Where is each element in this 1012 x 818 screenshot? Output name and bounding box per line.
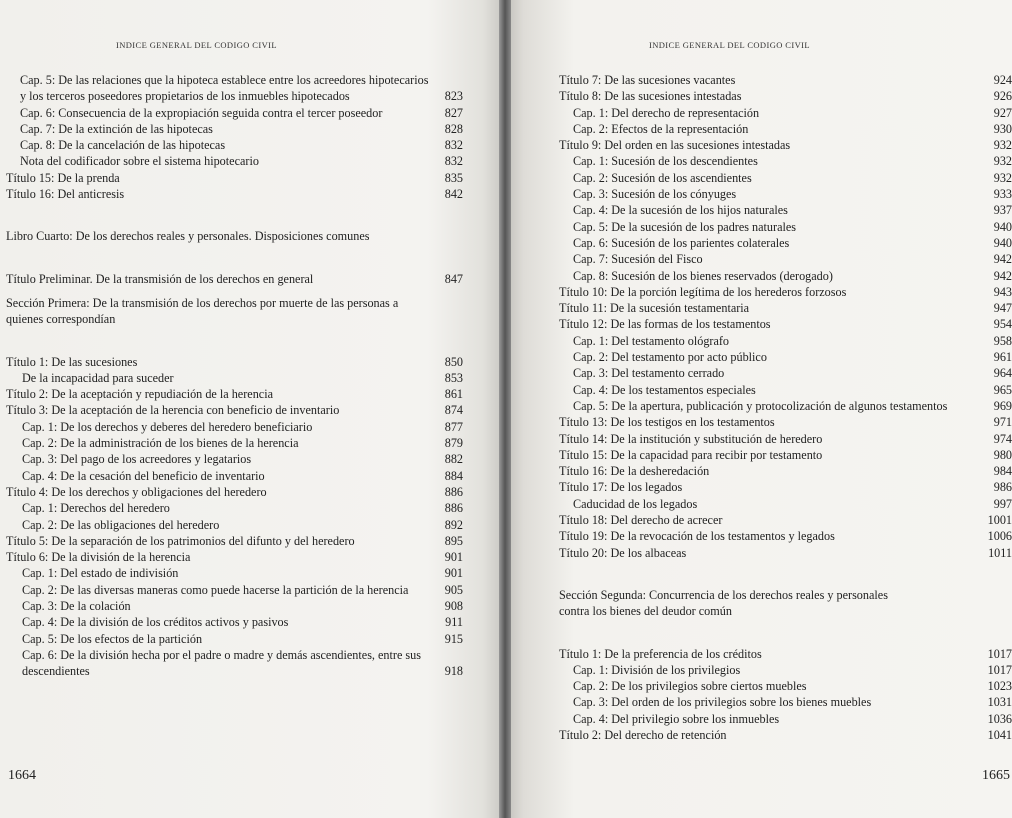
toc-entry (559, 105, 1012, 121)
toc-entry-title: Cap. 2: De la administración de los bienes de la herencia (22, 436, 299, 451)
toc-entry-page: 1006 (987, 529, 1012, 544)
toc-entry-title: De la incapacidad para suceder (22, 370, 174, 385)
toc-entry-page: 961 (993, 350, 1012, 365)
toc-entry-title: Título 2: De la aceptación y repudiación de la herencia (6, 387, 273, 402)
page-number: 1664 (8, 768, 36, 783)
toc-entry (559, 316, 1012, 332)
toc-entry (559, 300, 1012, 316)
toc-entry-title: Cap. 1: Del testamento ológrafo (573, 333, 730, 348)
toc-entry (6, 419, 463, 435)
toc-entry-title: Nota del codificador sobre el sistema hipotecario (20, 154, 259, 169)
toc-entry-title: Cap. 7: Sucesión del Fisco (573, 252, 703, 267)
toc-entry-title: Título 12: De las formas de los testamentos (559, 317, 771, 332)
toc-entry-title: Cap. 7: De la extinción de las hipotecas (20, 121, 213, 136)
toc-entry-page: 926 (993, 89, 1012, 104)
toc-entry-page: 969 (993, 398, 1012, 413)
toc-entry (6, 468, 463, 484)
toc-entry-page: 835 (444, 170, 463, 185)
toc-entry (6, 647, 463, 680)
toc-entry-page: 1017 (987, 646, 1012, 661)
toc-entry-page: 932 (993, 170, 1012, 185)
toc-entry (559, 72, 1012, 88)
toc-block (6, 354, 463, 680)
toc-entry-title: Cap. 1: De los derechos y deberes del heredero beneficiario (22, 419, 313, 434)
toc-entry (6, 105, 463, 121)
toc-entry (559, 646, 1012, 662)
toc-entry (6, 137, 463, 153)
toc-entry-page: 924 (993, 73, 1012, 87)
toc-entry-title: Cap. 6: Consecuencia de la expropiación seguida contra el tercer poseedor (20, 105, 383, 120)
toc-entry (559, 268, 1012, 284)
toc-entry (559, 349, 1012, 365)
toc-entry-page: 980 (993, 447, 1012, 462)
toc-entry (6, 402, 463, 418)
toc-block (559, 646, 1012, 744)
toc-entry (559, 333, 1012, 349)
toc-entry (6, 565, 463, 581)
toc-entry-page: 965 (993, 382, 1012, 397)
toc-entry-page: 1011 (988, 545, 1012, 560)
left-page (0, 0, 503, 818)
toc-entry-title: Título 5: De la separación de los patrimonios del difunto y del heredero (6, 533, 355, 548)
toc-entry-title: Cap. 4: De la división de los créditos activos y pasivos (22, 615, 289, 630)
toc-entry (559, 202, 1012, 218)
toc-entry-page: 850 (444, 354, 463, 369)
seccion-heading: Sección Primera: De la transmisión de los derechos por muerte de las personas a quienes correspondían (6, 295, 399, 327)
toc-entry (6, 72, 463, 105)
toc-entry-title: Cap. 5: De los efectos de la partición (22, 631, 203, 646)
toc-block (559, 72, 1012, 561)
toc-entry (559, 382, 1012, 398)
toc-entry-page: 874 (444, 403, 463, 418)
seccion-heading: Sección Segunda: Concurrencia de los derechos reales y personales contra los bienes del deudor común (559, 587, 888, 619)
toc-entry (559, 431, 1012, 447)
toc-entry (559, 496, 1012, 512)
toc-entry-page: 832 (444, 154, 463, 169)
toc-entry (559, 528, 1012, 544)
toc-entry-title: Cap. 3: Del testamento cerrado (573, 366, 725, 381)
toc-entry-page: 1001 (987, 513, 1012, 528)
toc-entry (6, 386, 463, 402)
toc-entry-title: Cap. 4: De los testamentos especiales (573, 382, 756, 397)
toc-entry-title: Cap. 2: Sucesión de los ascendientes (573, 170, 752, 185)
toc-entry (559, 694, 1012, 710)
toc-entry (559, 235, 1012, 251)
toc-entry-title: Título 8: De las sucesiones intestadas (559, 89, 742, 104)
toc-entry (559, 219, 1012, 235)
toc-entry-page: 828 (444, 121, 463, 136)
toc-entry (6, 484, 463, 500)
toc-entry-page: 937 (993, 203, 1012, 218)
toc-entry-page: 943 (993, 284, 1012, 299)
toc-entry-page: 1031 (987, 695, 1012, 710)
toc-entry-title: Cap. 1: Sucesión de los descendientes (573, 154, 758, 169)
toc-entry (559, 727, 1012, 743)
toc-entry (6, 354, 463, 370)
toc-entry-page: 901 (444, 566, 463, 581)
toc-entry-title: Cap. 5: De las relaciones que la hipoteca establece entre los acreedores hipotecarios y los terceros poseedores propietarios de los inmuebles hipotecados (20, 73, 429, 104)
toc-entry (6, 170, 463, 186)
toc-entry (6, 598, 463, 614)
toc-entry-title: Título 2: Del derecho de retención (559, 727, 727, 742)
toc-entry (6, 451, 463, 467)
toc-entry-page: 964 (993, 366, 1012, 381)
toc-entry-page: 877 (444, 419, 463, 434)
toc-entry-title: Título 10: De la porción legítima de los herederos forzosos (559, 284, 847, 299)
toc-entry-page: 940 (993, 235, 1012, 250)
toc-entry-page: 886 (444, 501, 463, 516)
toc-entry-title: Título 17: De los legados (559, 480, 683, 495)
toc-entry-title: Cap. 2: De los privilegios sobre ciertos muebles (573, 679, 807, 694)
libro-heading: Libro Cuarto: De los derechos reales y personales. Disposiciones comunes (6, 229, 370, 244)
running-head: INDICE GENERAL DEL CODIGO CIVIL (116, 40, 277, 50)
toc-entry-page: 901 (444, 550, 463, 565)
toc-entry-title: Título 20: De los albaceas (559, 545, 687, 560)
toc-entry-page: 827 (444, 105, 463, 120)
toc-entry-title: Cap. 8: Sucesión de los bienes reservados (derogado) (573, 268, 833, 283)
toc-entry-page: 1017 (987, 662, 1012, 677)
toc-entry-title: Cap. 2: De las obligaciones del heredero (22, 517, 220, 532)
toc-entry-title: Título 4: De los derechos y obligaciones del heredero (6, 484, 267, 499)
toc-entry-page: 971 (993, 415, 1012, 430)
toc-entry-page: 886 (444, 484, 463, 499)
toc-entry-title: Cap. 1: Del estado de indivisión (22, 566, 179, 581)
toc-entry-page: 940 (993, 219, 1012, 234)
toc-entry-page: 1036 (987, 711, 1012, 726)
toc-entry (6, 435, 463, 451)
toc-entry-title: Cap. 4: De la cesación del beneficio de inventario (22, 468, 265, 483)
right-page (503, 0, 1012, 818)
toc-entry-page: 915 (444, 631, 463, 646)
toc-entry-page: 879 (444, 436, 463, 451)
toc-entry-page: 905 (444, 582, 463, 597)
toc-entry-page: 927 (993, 105, 1012, 120)
toc-entry-page: 882 (444, 452, 463, 467)
toc-entry-page: 930 (993, 121, 1012, 136)
toc-entry-title: Cap. 4: Del privilegio sobre los inmuebles (573, 711, 780, 726)
toc-entry-title: Cap. 8: De la cancelación de las hipotecas (20, 138, 226, 153)
toc-entry (6, 153, 463, 169)
toc-entry-page: 895 (444, 533, 463, 548)
toc-entry (559, 153, 1012, 169)
toc-entry-title: Título 7: De las sucesiones vacantes (559, 73, 736, 87)
running-head: INDICE GENERAL DEL CODIGO CIVIL (649, 40, 810, 50)
toc-entry (559, 479, 1012, 495)
toc-entry-title: Cap. 5: De la sucesión de los padres naturales (573, 219, 797, 234)
toc-entry-title: Cap. 6: Sucesión de los parientes colaterales (573, 235, 790, 250)
toc-entry-title: Cap. 6: De la división hecha por el padre o madre y demás ascendientes, entre sus descendientes (22, 647, 422, 679)
toc-entry-title: Título 15: De la prenda (6, 170, 120, 185)
toc-entry (559, 365, 1012, 381)
toc-entry (6, 500, 463, 516)
toc-entry-page: 892 (444, 517, 463, 532)
toc-entry-page: 986 (993, 480, 1012, 495)
toc-entry-title: Título 16: De la desheredación (559, 464, 710, 479)
toc-entry-page: 918 (444, 664, 463, 679)
toc-block (6, 72, 463, 202)
toc-entry (6, 517, 463, 533)
toc-entry-title: Cap. 3: De la colación (22, 599, 131, 614)
toc-entry-title: Cap. 3: Sucesión de los cónyuges (573, 187, 737, 202)
toc-entry-title: Caducidad de los legados (573, 496, 698, 511)
toc-entry (559, 662, 1012, 678)
toc-entry-page: 842 (444, 187, 463, 202)
toc-entry (6, 549, 463, 565)
toc-entry-page: 861 (444, 387, 463, 402)
toc-entry-title: Cap. 1: Del derecho de representación (573, 105, 760, 120)
toc-entry-title: Título 1: De la preferencia de los créditos (559, 646, 762, 661)
toc-entry: Título Preliminar. De la transmisión de los derechos en general 847 (6, 271, 463, 286)
toc-entry-title: Título 18: Del derecho de acrecer (559, 513, 723, 528)
toc-entry-title: Cap. 2: De las diversas maneras como puede hacerse la partición de la herencia (22, 582, 409, 597)
toc-entry-page: 942 (993, 252, 1012, 267)
toc-entry (6, 121, 463, 137)
toc-entry-title: Título 11: De la sucesión testamentaria (559, 301, 750, 316)
toc-entry-page: 932 (993, 154, 1012, 169)
toc-entry-title: Título 19: De la revocación de los testamentos y legados (559, 529, 835, 544)
toc-entry (6, 582, 463, 598)
toc-entry-title: Cap. 3: Del pago de los acreedores y legatarios (22, 452, 252, 467)
toc-entry (559, 512, 1012, 528)
page-number: 1665 (982, 768, 1010, 783)
toc-entry (559, 284, 1012, 300)
toc-entry-page: 933 (993, 187, 1012, 202)
toc-entry-title: Cap. 4: De la sucesión de los hijos naturales (573, 203, 788, 218)
toc-entry-page: 1041 (987, 727, 1012, 742)
toc-entry-title: Título 16: Del anticresis (6, 187, 125, 202)
toc-entry (559, 414, 1012, 430)
toc-entry-page: 832 (444, 138, 463, 153)
toc-entry (6, 631, 463, 647)
toc-entry-page: 932 (993, 138, 1012, 153)
toc-entry-page: 974 (993, 431, 1012, 446)
toc-entry-page: 954 (993, 317, 1012, 332)
toc-entry-title: Cap. 1: División de los privilegios (573, 662, 741, 677)
toc-entry-page: 958 (993, 333, 1012, 348)
toc-entry (6, 370, 463, 386)
toc-entry-page: 984 (993, 464, 1012, 479)
toc-entry (6, 533, 463, 549)
toc-entry-title: Título 13: De los testigos en los testamentos (559, 415, 775, 430)
toc-entry (559, 398, 1012, 414)
toc-entry-page: 911 (445, 615, 463, 630)
toc-entry (559, 186, 1012, 202)
toc-entry-page: 1023 (987, 679, 1012, 694)
toc-entry (559, 463, 1012, 479)
toc-entry-title: Cap. 2: Efectos de la representación (573, 121, 749, 136)
toc-entry-page: 884 (444, 468, 463, 483)
toc-entry (6, 614, 463, 630)
toc-entry (559, 545, 1012, 561)
toc-entry-title: Título 14: De la institución y substitución de heredero (559, 431, 823, 446)
toc-entry-title: Título 1: De las sucesiones (6, 354, 138, 369)
toc-entry-page: 942 (993, 268, 1012, 283)
toc-entry (559, 170, 1012, 186)
toc-entry-page: 997 (993, 496, 1012, 511)
toc-entry (559, 251, 1012, 267)
toc-entry-title: Título 9: Del orden en las sucesiones intestadas (559, 138, 791, 153)
toc-entry-page: 853 (444, 370, 463, 385)
toc-entry (559, 678, 1012, 694)
toc-entry-title: Título 3: De la aceptación de la herencia con beneficio de inventario (6, 403, 340, 418)
toc-entry (559, 88, 1012, 104)
toc-entry-title: Cap. 1: Derechos del heredero (22, 501, 170, 516)
toc-entry-page: 823 (444, 89, 463, 104)
toc-entry-title: Cap. 5: De la apertura, publicación y protocolización de algunos testamentos (573, 398, 948, 413)
book-gutter (499, 0, 511, 818)
toc-entry (559, 137, 1012, 153)
toc-entry-page: 947 (993, 301, 1012, 316)
toc-entry-title: Título 6: De la división de la herencia (6, 550, 191, 565)
toc-entry (6, 186, 463, 202)
toc-entry (559, 447, 1012, 463)
toc-entry (559, 121, 1012, 137)
toc-entry-page: 908 (444, 599, 463, 614)
toc-entry-title: Cap. 2: Del testamento por acto público (573, 350, 767, 365)
toc-entry-title: Título 15: De la capacidad para recibir por testamento (559, 447, 823, 462)
toc-entry (559, 711, 1012, 727)
toc-entry-title: Cap. 3: Del orden de los privilegios sobre los bienes muebles (573, 695, 872, 710)
